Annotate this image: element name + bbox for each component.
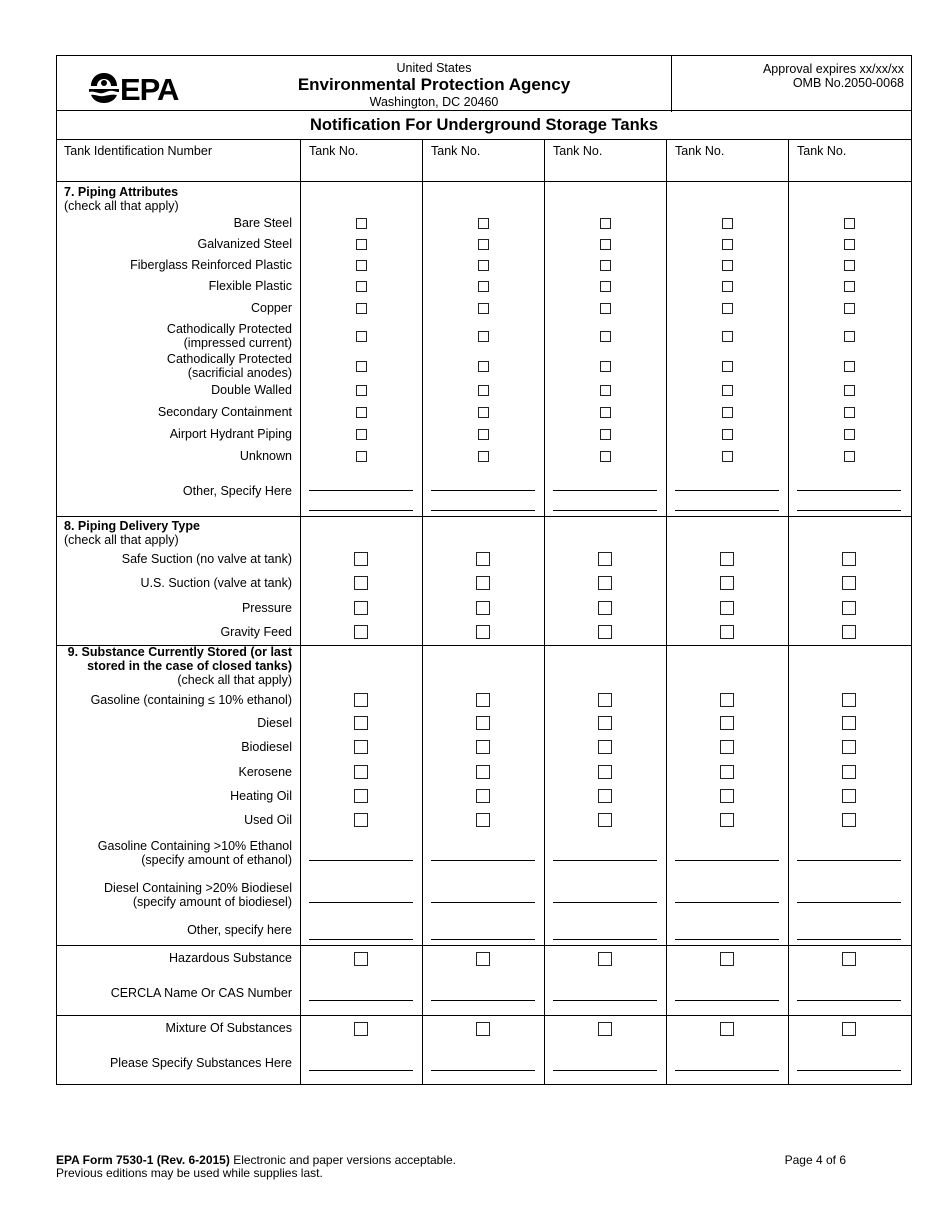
tank-checkbox[interactable] — [844, 331, 855, 342]
tank-checkbox[interactable] — [478, 407, 489, 418]
footer-note-2: Previous editions may be used while supplies last. — [56, 1166, 323, 1180]
tank-text-line[interactable] — [675, 510, 779, 511]
section9-subtitle: (check all that apply) — [177, 673, 292, 687]
tank-checkbox[interactable] — [354, 789, 368, 803]
tank-checkbox[interactable] — [598, 552, 612, 566]
tank-checkbox[interactable] — [598, 716, 612, 730]
tank-checkbox[interactable] — [598, 601, 612, 615]
tank-checkbox[interactable] — [842, 740, 856, 754]
tank-checkbox[interactable] — [600, 331, 611, 342]
tank-checkbox[interactable] — [722, 429, 733, 440]
tank-text-line[interactable] — [797, 1070, 901, 1071]
tank-text-line[interactable] — [309, 1000, 413, 1001]
tank-checkbox[interactable] — [600, 385, 611, 396]
tank-text-line[interactable] — [431, 939, 535, 940]
row-label: Other, Specify Here — [182, 484, 292, 498]
tank-text-line[interactable] — [797, 510, 901, 511]
tank-checkbox[interactable] — [598, 625, 612, 639]
tank-checkbox[interactable] — [600, 260, 611, 271]
tank-checkbox[interactable] — [598, 576, 612, 590]
tank-checkbox[interactable] — [356, 407, 367, 418]
tank-checkbox[interactable] — [598, 740, 612, 754]
tank-checkbox[interactable] — [356, 281, 367, 292]
tank-checkbox[interactable] — [720, 1022, 734, 1036]
tank-checkbox[interactable] — [600, 429, 611, 440]
row-divider — [56, 1084, 912, 1085]
row-label: Diesel — [257, 716, 292, 730]
tank-checkbox[interactable] — [842, 952, 856, 966]
tank-checkbox[interactable] — [476, 625, 490, 639]
tank-checkbox[interactable] — [720, 813, 734, 827]
tank-checkbox[interactable] — [354, 716, 368, 730]
row-label: CERCLA Name Or CAS Number — [110, 986, 292, 1000]
tank-text-line[interactable] — [675, 902, 779, 903]
tank-text-line[interactable] — [797, 860, 901, 861]
tank-checkbox[interactable] — [356, 218, 367, 229]
tank-checkbox[interactable] — [356, 429, 367, 440]
tank-checkbox[interactable] — [842, 576, 856, 590]
row-label: Gasoline (containing ≤ 10% ethanol) — [90, 693, 292, 707]
footer-note: Electronic and paper versions acceptable. — [229, 1153, 456, 1167]
tank-checkbox[interactable] — [722, 331, 733, 342]
row-label: Airport Hydrant Piping — [169, 427, 292, 441]
column-divider — [666, 140, 667, 1085]
tank-checkbox[interactable] — [476, 576, 490, 590]
tank-checkbox[interactable] — [722, 451, 733, 462]
tank-text-line[interactable] — [309, 939, 413, 940]
row-label: Secondary Containment — [157, 405, 292, 419]
tank-text-line[interactable] — [797, 490, 901, 491]
tank-text-line[interactable] — [797, 1000, 901, 1001]
tank-id-header: Tank Identification Number — [64, 144, 212, 158]
tank-checkbox[interactable] — [842, 693, 856, 707]
row-label: Cathodically Protected — [166, 322, 292, 336]
agency-name: Environmental Protection Agency — [297, 75, 571, 94]
tank-checkbox[interactable] — [722, 407, 733, 418]
section9-title: stored in the case of closed tanks) — [87, 659, 292, 673]
row-divider — [56, 1015, 912, 1016]
tank-checkbox[interactable] — [356, 331, 367, 342]
tank-checkbox[interactable] — [598, 813, 612, 827]
tank-checkbox[interactable] — [842, 813, 856, 827]
tank-checkbox[interactable] — [842, 789, 856, 803]
form-header — [56, 55, 912, 111]
tank-no-header: Tank No. — [431, 144, 481, 158]
row-label: Galvanized Steel — [197, 237, 292, 251]
tank-text-line[interactable] — [675, 939, 779, 940]
tank-checkbox[interactable] — [600, 451, 611, 462]
tank-checkbox[interactable] — [478, 451, 489, 462]
tank-text-line[interactable] — [431, 902, 535, 903]
row-label: Heating Oil — [230, 789, 292, 803]
tank-checkbox[interactable] — [844, 218, 855, 229]
tank-checkbox[interactable] — [844, 281, 855, 292]
tank-checkbox[interactable] — [844, 361, 855, 372]
tank-checkbox[interactable] — [842, 625, 856, 639]
tank-checkbox[interactable] — [600, 407, 611, 418]
tank-checkbox[interactable] — [354, 952, 368, 966]
row-label: Unknown — [239, 449, 292, 463]
tank-checkbox[interactable] — [354, 740, 368, 754]
tank-checkbox[interactable] — [720, 625, 734, 639]
tank-text-line[interactable] — [431, 1070, 535, 1071]
tank-checkbox[interactable] — [476, 740, 490, 754]
tank-checkbox[interactable] — [478, 303, 489, 314]
tank-checkbox[interactable] — [356, 260, 367, 271]
row-label: Gasoline Containing >10% Ethanol — [97, 839, 292, 853]
tank-checkbox[interactable] — [600, 303, 611, 314]
tank-checkbox[interactable] — [478, 429, 489, 440]
tank-grid — [56, 140, 912, 1085]
tank-checkbox[interactable] — [478, 331, 489, 342]
row-label: U.S. Suction (valve at tank) — [140, 576, 292, 590]
country: United States — [396, 61, 472, 75]
agency-block — [217, 61, 651, 109]
row-divider — [56, 645, 912, 646]
epa-logo — [87, 70, 187, 104]
form-title: Notification For Underground Storage Tanks — [56, 111, 912, 140]
tank-checkbox[interactable] — [720, 740, 734, 754]
tank-checkbox[interactable] — [720, 576, 734, 590]
tank-checkbox[interactable] — [600, 361, 611, 372]
row-label: Used Oil — [244, 813, 292, 827]
tank-checkbox[interactable] — [356, 361, 367, 372]
tank-text-line[interactable] — [675, 1000, 779, 1001]
tank-checkbox[interactable] — [354, 693, 368, 707]
tank-checkbox[interactable] — [844, 385, 855, 396]
column-divider — [422, 140, 423, 1085]
tank-checkbox[interactable] — [844, 407, 855, 418]
section9-title: 9. Substance Currently Stored (or last — [67, 645, 292, 659]
tank-checkbox[interactable] — [600, 218, 611, 229]
form-footer — [56, 1154, 912, 1180]
row-label: (specify amount of ethanol) — [141, 853, 292, 867]
row-label: (specify amount of biodiesel) — [132, 895, 292, 909]
tank-no-header: Tank No. — [309, 144, 359, 158]
row-label: (impressed current) — [183, 336, 292, 350]
approval-expires: Approval expires xx/xx/xx — [762, 62, 904, 76]
tank-checkbox[interactable] — [476, 552, 490, 566]
row-label: Bare Steel — [233, 216, 292, 230]
tank-text-line[interactable] — [553, 939, 657, 940]
tank-checkbox[interactable] — [600, 239, 611, 250]
row-label: Biodiesel — [241, 740, 292, 754]
tank-checkbox[interactable] — [598, 765, 612, 779]
tank-checkbox[interactable] — [722, 260, 733, 271]
tank-checkbox[interactable] — [722, 239, 733, 250]
tank-checkbox[interactable] — [356, 451, 367, 462]
tank-checkbox[interactable] — [354, 625, 368, 639]
approval-block — [671, 56, 913, 112]
row-label: Double Walled — [211, 383, 292, 397]
tank-checkbox[interactable] — [720, 789, 734, 803]
tank-no-header: Tank No. — [553, 144, 603, 158]
tank-text-line[interactable] — [431, 490, 535, 491]
tank-checkbox[interactable] — [598, 693, 612, 707]
tank-text-line[interactable] — [553, 490, 657, 491]
tank-no-header: Tank No. — [675, 144, 725, 158]
tank-checkbox[interactable] — [720, 693, 734, 707]
row-divider — [56, 181, 912, 182]
row-label: Copper — [251, 301, 292, 315]
row-divider — [56, 516, 912, 517]
tank-checkbox[interactable] — [478, 218, 489, 229]
tank-checkbox[interactable] — [722, 361, 733, 372]
tank-text-line[interactable] — [309, 1070, 413, 1071]
tank-checkbox[interactable] — [844, 239, 855, 250]
row-label: Cathodically Protected — [166, 352, 292, 366]
tank-text-line[interactable] — [675, 1070, 779, 1071]
tank-text-line[interactable] — [675, 490, 779, 491]
row-label: Safe Suction (no valve at tank) — [121, 552, 292, 566]
tank-checkbox[interactable] — [478, 260, 489, 271]
row-label: Please Specify Substances Here — [109, 1056, 292, 1070]
tank-checkbox[interactable] — [354, 813, 368, 827]
tank-checkbox[interactable] — [356, 385, 367, 396]
tank-checkbox[interactable] — [354, 765, 368, 779]
tank-text-line[interactable] — [797, 902, 901, 903]
tank-text-line[interactable] — [675, 860, 779, 861]
grid-border — [56, 140, 57, 1085]
tank-text-line[interactable] — [553, 860, 657, 861]
tank-text-line[interactable] — [309, 490, 413, 491]
omb-number: OMB No.2050-0068 — [792, 76, 904, 90]
tank-checkbox[interactable] — [478, 385, 489, 396]
tank-text-line[interactable] — [309, 902, 413, 903]
section8-title: 8. Piping Delivery Type (check all that apply) — [64, 519, 200, 547]
tank-text-line[interactable] — [553, 510, 657, 511]
row-label: (sacrificial anodes) — [187, 366, 292, 380]
tank-checkbox[interactable] — [476, 765, 490, 779]
tank-checkbox[interactable] — [476, 716, 490, 730]
column-divider — [788, 140, 789, 1085]
tank-checkbox[interactable] — [722, 281, 733, 292]
tank-checkbox[interactable] — [598, 1022, 612, 1036]
tank-checkbox[interactable] — [842, 716, 856, 730]
tank-checkbox[interactable] — [354, 601, 368, 615]
column-divider — [544, 140, 545, 1085]
tank-text-line[interactable] — [797, 939, 901, 940]
tank-text-line[interactable] — [553, 1000, 657, 1001]
tank-text-line[interactable] — [309, 860, 413, 861]
tank-checkbox[interactable] — [476, 693, 490, 707]
tank-checkbox[interactable] — [844, 260, 855, 271]
row-label: Diesel Containing >20% Biodiesel — [104, 881, 292, 895]
tank-checkbox[interactable] — [844, 429, 855, 440]
tank-checkbox[interactable] — [720, 765, 734, 779]
tank-checkbox[interactable] — [722, 303, 733, 314]
row-label: Kerosene — [238, 765, 292, 779]
column-divider — [300, 140, 301, 1085]
tank-checkbox[interactable] — [722, 385, 733, 396]
tank-checkbox[interactable] — [600, 281, 611, 292]
tank-checkbox[interactable] — [476, 952, 490, 966]
tank-checkbox[interactable] — [476, 789, 490, 803]
agency-address: Washington, DC 20460 — [369, 95, 499, 109]
row-label: Hazardous Substance — [169, 951, 292, 965]
tank-checkbox[interactable] — [354, 576, 368, 590]
tank-text-line[interactable] — [431, 860, 535, 861]
tank-checkbox[interactable] — [598, 789, 612, 803]
tank-checkbox[interactable] — [478, 239, 489, 250]
form-id: EPA Form 7530-1 (Rev. 6-2015) — [56, 1153, 230, 1167]
row-label: Flexible Plastic — [208, 279, 292, 293]
row-divider — [56, 945, 912, 946]
tank-checkbox[interactable] — [842, 601, 856, 615]
tank-checkbox[interactable] — [720, 952, 734, 966]
tank-checkbox[interactable] — [720, 716, 734, 730]
page-number: Page 4 of 6 — [784, 1153, 846, 1167]
row-label: Gravity Feed — [220, 625, 292, 639]
epa-logo-text: EPA — [120, 72, 179, 104]
tank-text-line[interactable] — [431, 510, 535, 511]
row-label: Pressure — [241, 601, 292, 615]
grid-border — [911, 140, 912, 1085]
tank-checkbox[interactable] — [354, 1022, 368, 1036]
tank-checkbox[interactable] — [720, 601, 734, 615]
tank-checkbox[interactable] — [476, 1022, 490, 1036]
tank-text-line[interactable] — [431, 1000, 535, 1001]
tank-checkbox[interactable] — [844, 303, 855, 314]
tank-text-line[interactable] — [309, 510, 413, 511]
tank-checkbox[interactable] — [478, 281, 489, 292]
tank-checkbox[interactable] — [356, 303, 367, 314]
tank-text-line[interactable] — [553, 902, 657, 903]
section7-title: 7. Piping Attributes (check all that apply) — [64, 185, 179, 213]
row-label: Fiberglass Reinforced Plastic — [130, 258, 292, 272]
tank-text-line[interactable] — [553, 1070, 657, 1071]
tank-checkbox[interactable] — [478, 361, 489, 372]
tank-checkbox[interactable] — [356, 239, 367, 250]
row-label: Other, specify here — [187, 923, 292, 937]
tank-checkbox[interactable] — [844, 451, 855, 462]
tank-checkbox[interactable] — [476, 601, 490, 615]
tank-checkbox[interactable] — [842, 765, 856, 779]
tank-checkbox[interactable] — [476, 813, 490, 827]
tank-checkbox[interactable] — [354, 552, 368, 566]
tank-checkbox[interactable] — [722, 218, 733, 229]
tank-checkbox[interactable] — [598, 952, 612, 966]
tank-checkbox[interactable] — [842, 552, 856, 566]
tank-checkbox[interactable] — [720, 552, 734, 566]
tank-no-header: Tank No. — [797, 144, 847, 158]
row-label: Mixture Of Substances — [165, 1021, 292, 1035]
tank-checkbox[interactable] — [842, 1022, 856, 1036]
